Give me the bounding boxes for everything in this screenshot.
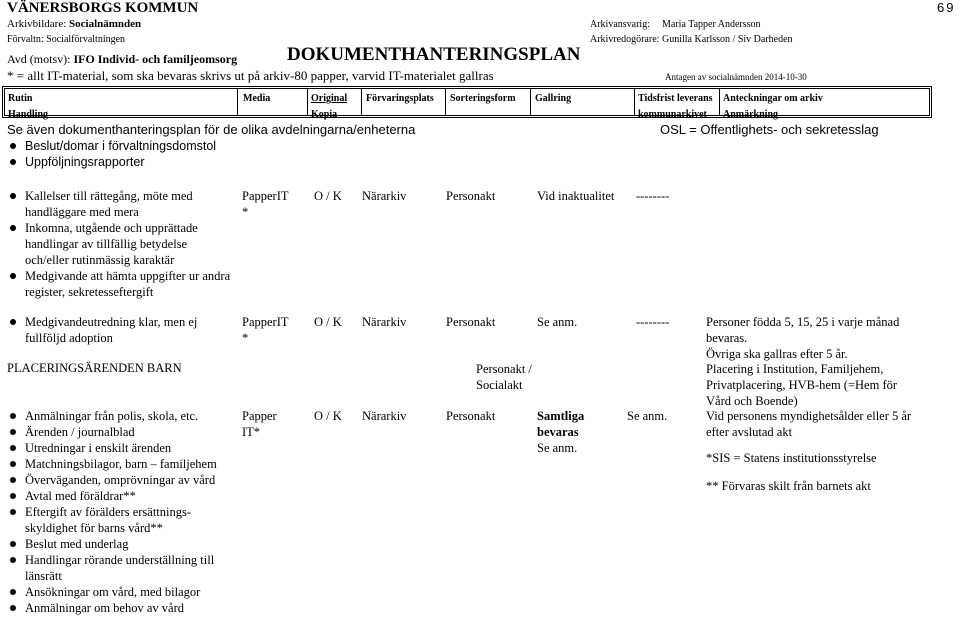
row3-gallring-3: Se anm. [537, 441, 578, 455]
row3-list [7, 408, 235, 616]
row1-sorteringsform: Personakt [446, 189, 496, 203]
top-list [7, 138, 237, 170]
col-kommunarkivet-label: kommunarkivet [638, 109, 707, 120]
col-divider [530, 89, 531, 115]
row2-sorteringsform: Personakt [446, 315, 496, 329]
list-item: Eftergift av förälders ersättnings-skyldighet för barns vård** [7, 504, 235, 536]
list-item: Inkomna, utgående och upprättade handlingar av tillfällig betydelse och/eller rutinmässig karaktär [7, 220, 232, 268]
col-rutin-label: Rutin [8, 93, 33, 104]
row3-media-it: IT* [242, 425, 261, 439]
col-tidsfrist-label: Tidsfrist leverans [638, 93, 713, 104]
col-forvaringsplats: Förvaringsplats [366, 93, 434, 104]
col-original [311, 91, 347, 123]
list-item: Beslut med underlag [7, 536, 235, 552]
list-item: Överväganden, omprövningar av vård [7, 472, 235, 488]
column-header-table [2, 86, 932, 118]
list-item: Uppföljningsrapporter [7, 154, 237, 170]
list-item: Ansökningar om vård, med bilagor [7, 584, 235, 600]
arkivbildare-label: Arkivbildare: [7, 18, 67, 30]
org-name: VÄNERSBORGS KOMMUN [7, 0, 199, 16]
col-rutin [8, 91, 48, 123]
col-divider [307, 89, 308, 115]
col-media: Media [243, 93, 271, 104]
row2-list [7, 314, 227, 346]
row3-anm-1: Vid personens myndighetsålder eller 5 år efter avslutad akt [706, 409, 912, 439]
row2-anm-1: Personer födda 5, 15, 25 i varje månad bevaras. [706, 315, 900, 345]
antagen-note: Antagen av socialnämnden 2014-10-30 [665, 72, 807, 82]
arkivredogorare-value: Gunilla Karlsson / Siv Darheden [662, 34, 793, 45]
row3-forvaringsplats: Närarkiv [362, 409, 407, 423]
row1-forvaringsplats: Närarkiv [362, 189, 407, 203]
row1-gallring: Vid inaktualitet [537, 189, 615, 203]
col-tidsfrist [638, 91, 713, 123]
row2-gallring: Se anm. [537, 315, 578, 329]
row3-anm-3: ** Förvaras skilt från barnets akt [706, 479, 871, 493]
row3-anm-2: *SIS = Statens institutionsstyrelse [706, 451, 877, 465]
row2-media-value: PapperIT [242, 315, 289, 329]
avdelning [7, 52, 237, 67]
list-item: Avtal med föräldrar** [7, 488, 235, 504]
list-item: Beslut/domar i förvaltningsdomstol [7, 138, 237, 154]
list-item: Anmälningar om behov av vård [7, 600, 235, 616]
row2-original: O / K [314, 315, 342, 329]
list-item: Medgivandeutredning klar, men ej fullföljd adoption [7, 314, 227, 346]
row2-media-star: * [242, 331, 249, 345]
col-sorteringsform: Sorteringsform [450, 93, 516, 104]
list-item: Matchningsbilagor, barn – familjehem [7, 456, 235, 472]
row1-tidsfrist: -------- [636, 189, 670, 203]
col-handling-label: Handling [8, 109, 49, 120]
row3-anmarkning [706, 408, 921, 494]
document-title: DOKUMENTHANTERINGSPLAN [287, 44, 581, 65]
row3-original: O / K [314, 409, 342, 423]
placering-sorteringsform: Personakt / Socialakt [476, 362, 532, 392]
list-item: Anmälningar från polis, skola, etc. [7, 408, 235, 424]
placering-heading: PLACERINGSÄRENDEN BARN [7, 361, 182, 375]
col-divider [634, 89, 635, 115]
avd-label: Avd (motsv): [7, 52, 71, 66]
row2-anm-2: Övriga ska gallras efter 5 år. [706, 347, 848, 361]
col-kopia-label: Kopia [311, 109, 338, 120]
col-divider [361, 89, 362, 115]
col-anmarkning-label: Anmärkning [723, 109, 779, 120]
row3-gallring-2: bevaras [537, 425, 579, 439]
col-original-label: Original [311, 93, 348, 104]
list-item: Utredningar i enskilt ärenden [7, 440, 235, 456]
row2-forvaringsplats: Närarkiv [362, 315, 407, 329]
row3-tidsfrist: Se anm. [627, 409, 668, 423]
list-item: Medgivande att hämta uppgifter ur andra register, sekretesseftergift [7, 268, 232, 300]
col-divider [445, 89, 446, 115]
list-item: Handlingar rörande underställning till länsrätt [7, 552, 235, 584]
arkivbildare [7, 18, 141, 30]
page-number: 69 [937, 0, 956, 15]
arkivbildare-value: Socialnämnden [69, 18, 142, 30]
row1-media [242, 188, 289, 220]
col-anteckningar-label: Anteckningar om arkiv [723, 93, 823, 104]
row2-tidsfrist: -------- [636, 315, 670, 329]
row1-list [7, 188, 232, 300]
arkivansvarig-value: Maria Tapper Andersson [662, 19, 761, 30]
col-gallring: Gallring [535, 93, 572, 104]
row2-media [242, 314, 289, 346]
row3-media-value: Papper [242, 409, 277, 423]
row2-anmarkning [706, 314, 921, 362]
arkivredogorare-label: Arkivredogörare: [590, 34, 660, 45]
list-item: Kallelser till rättegång, möte med handläggare med mera [7, 188, 232, 220]
arkivansvarig-label: Arkivansvarig: [590, 19, 650, 30]
osl-note: OSL = Offentlighets- och sekretesslag [660, 122, 879, 137]
placering-anmarkning: Placering i Institution, Familjehem, Privatplacering, HVB-hem (=Hem för Vård och Boende) [706, 362, 898, 408]
avd-value: IFO Individ- och familjeomsorg [73, 52, 238, 66]
col-anteckningar [723, 91, 823, 123]
col-divider [237, 89, 238, 115]
it-material-note: * = allt IT-material, som ska bevaras skrivs ut på arkiv-80 papper, varvid IT-materialet gallras [7, 68, 494, 83]
row3-gallring [537, 408, 584, 456]
row1-media-star: * [242, 205, 249, 219]
se-aven-note: Se även dokumenthanteringsplan för de olika avdelningarna/enheterna [7, 122, 416, 137]
row3-sorteringsform: Personakt [446, 409, 496, 423]
col-divider [719, 89, 720, 115]
forvaltning: Förvaltn: Socialförvaltningen [7, 34, 126, 45]
row1-original: O / K [314, 189, 342, 203]
list-item: Ärenden / journalblad [7, 424, 235, 440]
row3-media [242, 408, 277, 440]
row1-media-value: PapperIT [242, 189, 289, 203]
row3-gallring-1: Samtliga [537, 409, 585, 423]
